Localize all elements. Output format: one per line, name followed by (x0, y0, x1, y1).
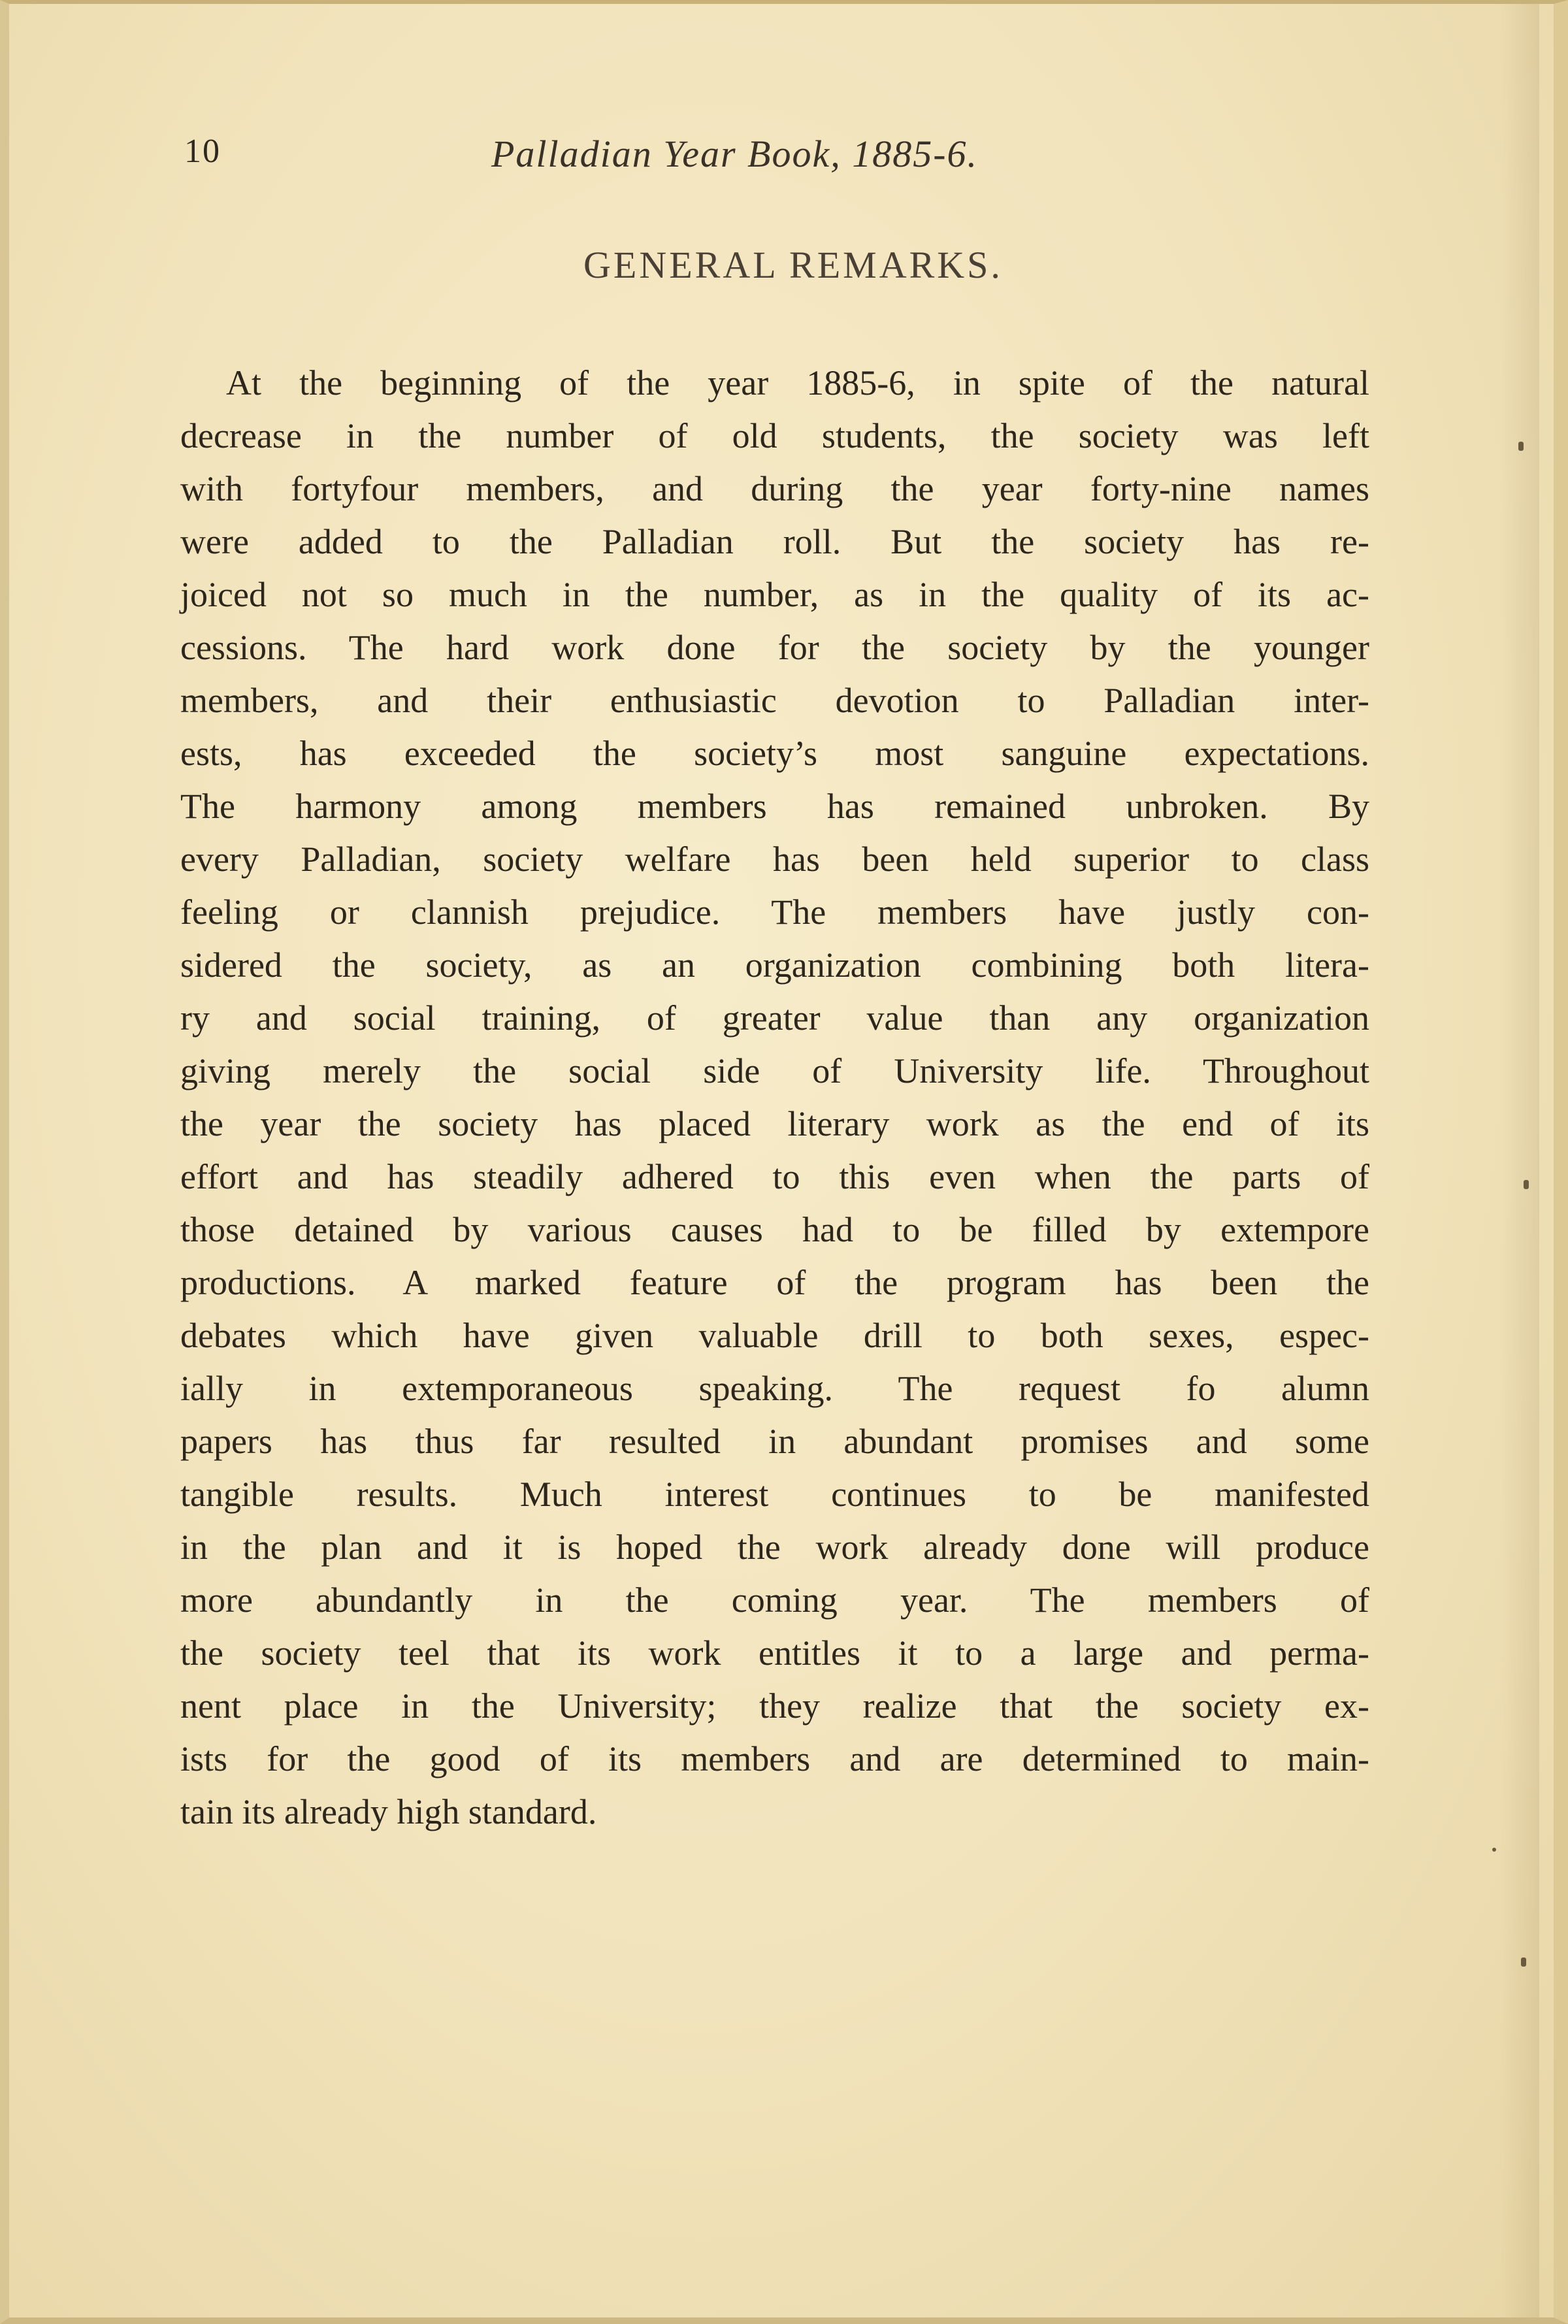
text-line: feeling or clannish prejudice. The members have justly con- (180, 892, 1369, 932)
text-line: The harmony among members has remained unbroken. By (180, 787, 1369, 826)
text-line: those detained by various causes had to be filled by extempore (180, 1210, 1369, 1249)
text-line: ests, has exceeded the society’s most sanguine expectations. (180, 734, 1369, 773)
text-line: productions. A marked feature of the program has been the (180, 1263, 1369, 1302)
text-line: effort and has steadily adhered to this even when the parts of (180, 1157, 1369, 1196)
text-line: nent place in the University; they realize that the society ex- (180, 1686, 1369, 1726)
paper-speck (1492, 1848, 1496, 1852)
text-line: with fortyfour members, and during the year forty-nine names (180, 469, 1369, 508)
section-title: GENERAL REMARKS. (583, 244, 1003, 286)
text-line: ists for the good of its members and are determined to main- (180, 1739, 1369, 1778)
text-line: the year the society has placed literary work as the end of its (180, 1104, 1369, 1143)
paper-speck (1518, 442, 1524, 451)
text-line: giving merely the social side of University life. Throughout (180, 1051, 1369, 1090)
running-title: Palladian Year Book, 1885-6. (491, 133, 979, 175)
text-line: papers has thus far resulted in abundant promises and some (180, 1422, 1369, 1461)
text-line: cessions. The hard work done for the society by the younger (180, 628, 1369, 667)
text-line: the society teel that its work entitles it to a large and perma- (180, 1633, 1369, 1673)
text-line: in the plan and it is hoped the work already done will produce (180, 1528, 1369, 1567)
text-line: ry and social training, of greater value than any organization (180, 998, 1369, 1038)
text-line: tangible results. Much interest continues to be manifested (180, 1475, 1369, 1514)
text-line: every Palladian, society welfare has been held superior to class (180, 840, 1369, 879)
text-line: were added to the Palladian roll. But the society has re- (180, 522, 1369, 561)
text-line: sidered the society, as an organization combining both litera- (180, 945, 1369, 985)
text-line: joiced not so much in the number, as in the quality of its ac- (180, 575, 1369, 614)
paper-speck (1524, 1180, 1529, 1189)
text-line: more abundantly in the coming year. The members of (180, 1580, 1369, 1620)
running-head (184, 132, 1360, 184)
text-line: debates which have given valuable drill to both sexes, espec- (180, 1316, 1369, 1355)
text-line: tain its already high standard. (180, 1792, 597, 1831)
text-line: members, and their enthusiastic devotion to Palladian inter- (180, 681, 1369, 720)
body-text (180, 357, 1369, 1839)
text-line: At the beginning of the year 1885-6, in spite of the natural (226, 363, 1369, 402)
text-line: decrease in the number of old students, the society was left (180, 416, 1369, 455)
page-number: 10 (184, 133, 221, 170)
paper-speck (1521, 1957, 1526, 1967)
text-line: ially in extemporaneous speaking. The request fo alumn (180, 1369, 1369, 1408)
page-edge-shadow (1500, 4, 1539, 2317)
